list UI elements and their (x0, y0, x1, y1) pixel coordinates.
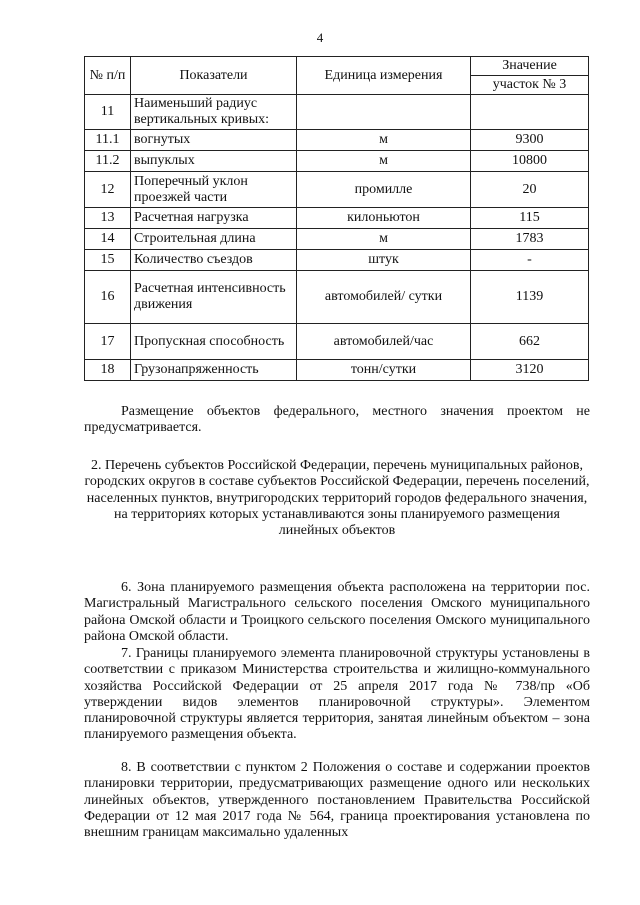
row-unit: промилле (297, 172, 471, 208)
row-num: 15 (85, 250, 131, 271)
section-heading: 2. Перечень субъектов Российской Федерации, перечень муниципальных районов, городских округов в составе субъектов Российской Федерации, перечень поселений, населенных пунктов, внутригородских территорий городов федерального значения, на территориях которых устанавливаются зоны планируемого размещения линейных объектов (84, 458, 590, 539)
header-value: Значение (471, 57, 589, 76)
row-indicator: Расчетная нагрузка (131, 208, 297, 229)
note-paragraph: Размещение объектов федерального, местного значения проектом не предусматривается. (84, 404, 590, 436)
row-num: 17 (85, 324, 131, 360)
table-row (85, 271, 589, 324)
row-value: 20 (471, 172, 589, 208)
table-row (85, 172, 589, 208)
row-value: 3120 (471, 360, 589, 381)
row-unit: автомобилей/ сутки (297, 271, 471, 324)
row-indicator: Пропускная способность (131, 324, 297, 360)
paragraph-7: 7. Границы планируемого элемента планировочной структуры установлены в соответствии с приказом Министерства строительства и жилищно-коммунального хозяйства Российской Федерации от 25 апреля 2017 года № 738/пр «Об утверждении видов элементов планировочной структуры». Элементом планировочной структуры является территория, занятая линейным объектом – зона планируемого размещения объекта. (84, 646, 590, 743)
table-row (85, 130, 589, 151)
row-num: 18 (85, 360, 131, 381)
row-indicator: Расчетная интенсивность движения (131, 271, 297, 324)
row-unit (297, 95, 471, 130)
header-value-sub: участок № 3 (471, 76, 589, 95)
row-value: 662 (471, 324, 589, 360)
header-unit: Единица измерения (297, 57, 471, 95)
row-indicator: Поперечный уклон проезжей части (131, 172, 297, 208)
row-num: 11.2 (85, 151, 131, 172)
row-value: - (471, 250, 589, 271)
row-indicator: Количество съездов (131, 250, 297, 271)
header-indicator: Показатели (131, 57, 297, 95)
row-num: 16 (85, 271, 131, 324)
header-num: № п/п (85, 57, 131, 95)
row-unit: м (297, 130, 471, 151)
row-value: 9300 (471, 130, 589, 151)
paragraph-8: 8. В соответствии с пунктом 2 Положения о составе и содержании проектов планировки территории, предусматривающих размещение одного или нескольких линейных объектов, утвержденного постановлением Правительства Российской Федерации от 12 мая 2017 года № 564, граница проектирования установлена по внешним границам максимально удаленных (84, 760, 590, 841)
row-indicator: вогнутых (131, 130, 297, 151)
row-num: 11.1 (85, 130, 131, 151)
table-row (85, 250, 589, 271)
row-value: 10800 (471, 151, 589, 172)
row-unit: штук (297, 250, 471, 271)
row-num: 13 (85, 208, 131, 229)
row-num: 12 (85, 172, 131, 208)
table-row (85, 95, 589, 130)
paragraph-6: 6. Зона планируемого размещения объекта расположена на территории пос. Магистральный Магистрального сельского поселения Омского муниципального района Омской области и Троицкого сельского поселения Омского муниципального района Омской области. (84, 580, 590, 644)
row-value: 1783 (471, 229, 589, 250)
row-value: 115 (471, 208, 589, 229)
row-unit: м (297, 229, 471, 250)
table-row (85, 208, 589, 229)
row-value (471, 95, 589, 130)
table-row (85, 360, 589, 381)
row-unit: килоньютон (297, 208, 471, 229)
row-unit: тонн/сутки (297, 360, 471, 381)
row-num: 11 (85, 95, 131, 130)
row-indicator: Грузонапряженность (131, 360, 297, 381)
parameters-table (84, 56, 589, 381)
table-row (85, 324, 589, 360)
row-indicator: выпуклых (131, 151, 297, 172)
table-row (85, 229, 589, 250)
page-number: 4 (316, 30, 324, 45)
row-unit: автомобилей/час (297, 324, 471, 360)
row-value: 1139 (471, 271, 589, 324)
row-num: 14 (85, 229, 131, 250)
row-unit: м (297, 151, 471, 172)
table-row (85, 151, 589, 172)
row-indicator: Строительная длина (131, 229, 297, 250)
row-indicator: Наименьший радиус вертикальных кривых: (131, 95, 297, 130)
